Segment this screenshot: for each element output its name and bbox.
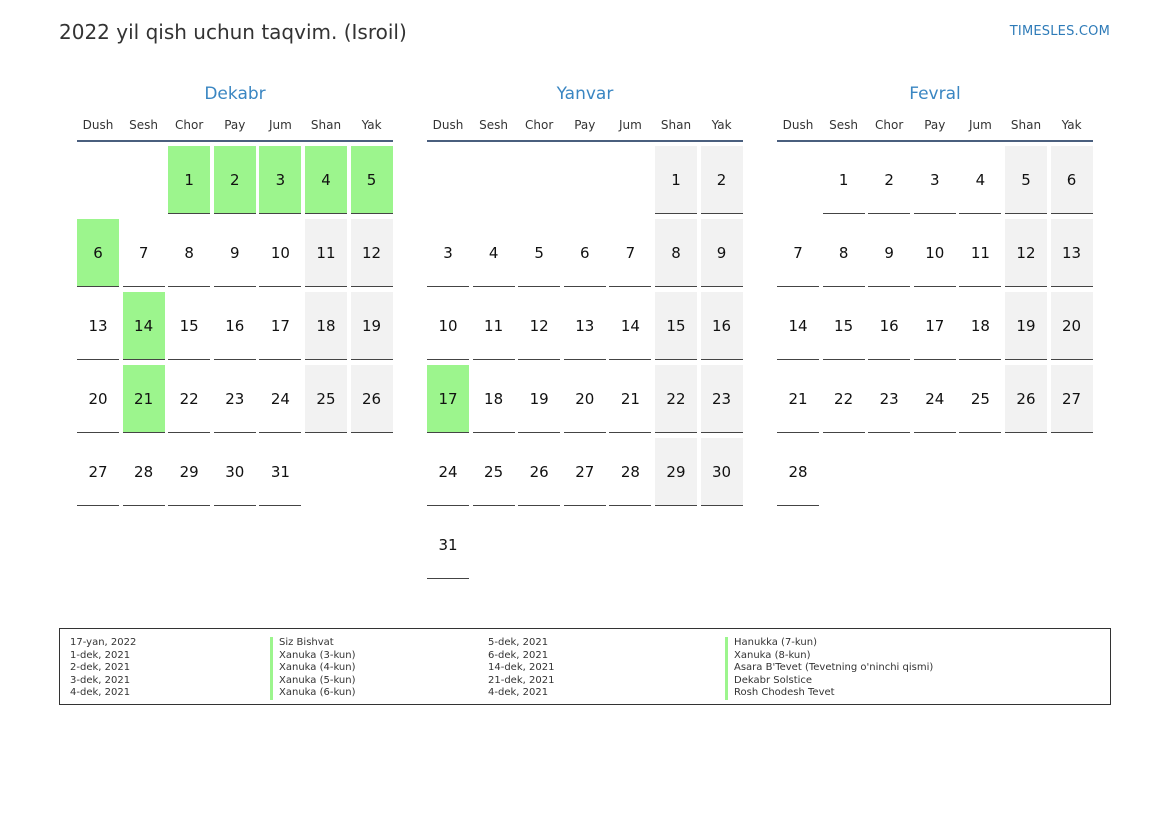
day-cell[interactable]: 14 xyxy=(609,292,651,360)
legend-holiday-name: Xanuka (6-kun) xyxy=(270,687,356,700)
day-cell[interactable]: 28 xyxy=(609,438,651,506)
day-cell[interactable]: 1 xyxy=(168,146,210,214)
day-cell[interactable]: 21 xyxy=(123,365,165,433)
day-cell[interactable]: 27 xyxy=(77,438,119,506)
legend-holiday-name: Hanukka (7-kun) xyxy=(725,637,933,650)
day-cell[interactable]: 9 xyxy=(701,219,743,287)
day-cell[interactable]: 28 xyxy=(123,438,165,506)
day-cell[interactable]: 5 xyxy=(518,219,560,287)
weekday-label: Jum xyxy=(968,118,992,132)
day-cell[interactable]: 20 xyxy=(77,365,119,433)
day-cell[interactable]: 2 xyxy=(868,146,910,214)
day-cell[interactable]: 11 xyxy=(305,219,347,287)
day-cell[interactable]: 14 xyxy=(123,292,165,360)
day-cell[interactable]: 12 xyxy=(351,219,393,287)
day-cell[interactable]: 27 xyxy=(564,438,606,506)
day-cell[interactable]: 13 xyxy=(1051,219,1093,287)
empty-day-cell xyxy=(777,146,819,214)
day-cell[interactable]: 20 xyxy=(564,365,606,433)
day-cell[interactable]: 26 xyxy=(518,438,560,506)
day-cell[interactable]: 15 xyxy=(168,292,210,360)
day-cell[interactable]: 23 xyxy=(868,365,910,433)
day-cell[interactable]: 7 xyxy=(609,219,651,287)
day-cell[interactable]: 30 xyxy=(214,438,256,506)
legend-holiday-name: Xanuka (5-kun) xyxy=(270,675,356,688)
legend-date: 21-dek, 2021 xyxy=(488,674,555,686)
day-cell[interactable]: 24 xyxy=(914,365,956,433)
day-cell[interactable]: 25 xyxy=(959,365,1001,433)
day-cell[interactable]: 15 xyxy=(823,292,865,360)
day-cell[interactable]: 16 xyxy=(868,292,910,360)
day-cell[interactable]: 24 xyxy=(259,365,301,433)
day-cell[interactable]: 27 xyxy=(1051,365,1093,433)
weekday-header xyxy=(777,116,1093,142)
day-cell[interactable]: 25 xyxy=(473,438,515,506)
day-cell[interactable]: 1 xyxy=(655,146,697,214)
day-cell[interactable]: 29 xyxy=(168,438,210,506)
day-cell[interactable]: 26 xyxy=(351,365,393,433)
day-grid xyxy=(427,146,743,579)
day-cell[interactable]: 17 xyxy=(427,365,469,433)
legend-holiday-name: Xanuka (3-kun) xyxy=(270,650,356,663)
weekday-label: Pay xyxy=(574,118,596,132)
empty-day-cell xyxy=(609,146,651,214)
day-cell[interactable]: 8 xyxy=(168,219,210,287)
day-cell[interactable]: 23 xyxy=(214,365,256,433)
day-cell[interactable]: 11 xyxy=(959,219,1001,287)
legend-date: 14-dek, 2021 xyxy=(488,662,555,673)
day-cell[interactable]: 12 xyxy=(518,292,560,360)
day-cell[interactable]: 15 xyxy=(655,292,697,360)
day-cell[interactable]: 22 xyxy=(823,365,865,433)
day-cell[interactable]: 16 xyxy=(214,292,256,360)
day-cell[interactable]: 7 xyxy=(777,219,819,287)
weekday-label: Chor xyxy=(525,118,554,132)
weekday-label: Pay xyxy=(924,118,946,132)
page-title: 2022 yil qish uchun taqvim. (Isroil) xyxy=(59,20,407,44)
weekday-label: Jum xyxy=(618,118,642,132)
month-title: Fevral xyxy=(909,84,961,104)
day-cell[interactable]: 22 xyxy=(168,365,210,433)
day-cell[interactable]: 6 xyxy=(77,219,119,287)
day-cell[interactable]: 21 xyxy=(777,365,819,433)
day-cell[interactable]: 22 xyxy=(655,365,697,433)
day-cell[interactable]: 23 xyxy=(701,365,743,433)
day-cell[interactable]: 18 xyxy=(305,292,347,360)
day-cell[interactable]: 4 xyxy=(959,146,1001,214)
weekday-label: Chor xyxy=(175,118,204,132)
day-cell[interactable]: 3 xyxy=(914,146,956,214)
day-cell[interactable]: 6 xyxy=(564,219,606,287)
weekday-label: Yak xyxy=(1061,118,1082,132)
empty-day-cell xyxy=(564,146,606,214)
weekday-label: Shan xyxy=(1010,118,1042,132)
day-cell[interactable]: 12 xyxy=(1005,219,1047,287)
day-cell[interactable]: 8 xyxy=(655,219,697,287)
weekday-label: Jum xyxy=(268,118,292,132)
day-cell[interactable]: 2 xyxy=(701,146,743,214)
day-cell[interactable]: 24 xyxy=(427,438,469,506)
day-grid xyxy=(777,146,1093,506)
site-link[interactable]: TIMESLES.COM xyxy=(1009,24,1110,39)
legend-holiday-name: Dekabr Solstice xyxy=(725,675,933,688)
legend-date: 2-dek, 2021 xyxy=(70,662,131,673)
weekday-label: Dush xyxy=(432,118,464,132)
day-cell[interactable]: 19 xyxy=(351,292,393,360)
month-calendar-yanvar xyxy=(427,84,743,579)
day-cell[interactable]: 14 xyxy=(777,292,819,360)
day-cell[interactable]: 28 xyxy=(777,438,819,506)
weekday-header xyxy=(77,116,393,142)
day-cell[interactable]: 10 xyxy=(914,219,956,287)
weekday-label: Dush xyxy=(782,118,814,132)
empty-day-cell xyxy=(518,146,560,214)
day-cell[interactable]: 13 xyxy=(77,292,119,360)
day-cell[interactable]: 18 xyxy=(959,292,1001,360)
empty-day-cell xyxy=(473,146,515,214)
day-cell[interactable]: 17 xyxy=(259,292,301,360)
day-cell[interactable]: 26 xyxy=(1005,365,1047,433)
legend-date: 3-dek, 2021 xyxy=(70,674,131,686)
legend-date: 4-dek, 2021 xyxy=(488,687,549,698)
day-cell[interactable]: 3 xyxy=(427,219,469,287)
weekday-label: Dush xyxy=(82,118,114,132)
legend-date: 5-dek, 2021 xyxy=(488,637,549,648)
day-cell[interactable]: 17 xyxy=(914,292,956,360)
empty-day-cell xyxy=(123,146,165,214)
day-cell[interactable]: 20 xyxy=(1051,292,1093,360)
legend-names-right xyxy=(725,637,933,700)
day-cell[interactable]: 9 xyxy=(214,219,256,287)
day-cell[interactable]: 3 xyxy=(259,146,301,214)
day-grid xyxy=(77,146,393,506)
weekday-label: Sesh xyxy=(479,118,509,132)
day-cell[interactable]: 29 xyxy=(655,438,697,506)
day-cell[interactable]: 25 xyxy=(305,365,347,433)
day-cell[interactable]: 11 xyxy=(473,292,515,360)
weekday-label: Shan xyxy=(660,118,692,132)
day-cell[interactable]: 31 xyxy=(259,438,301,506)
day-cell[interactable]: 6 xyxy=(1051,146,1093,214)
day-cell[interactable]: 30 xyxy=(701,438,743,506)
month-title: Dekabr xyxy=(204,84,266,104)
legend-holiday-name: Xanuka (8-kun) xyxy=(725,650,933,663)
day-cell[interactable]: 16 xyxy=(701,292,743,360)
weekday-label: Sesh xyxy=(129,118,159,132)
legend-date: 4-dek, 2021 xyxy=(70,687,131,698)
legend-date: 17-yan, 2022 xyxy=(70,637,137,648)
day-cell[interactable]: 10 xyxy=(427,292,469,360)
day-cell[interactable]: 5 xyxy=(1005,146,1047,214)
legend-dates-right xyxy=(488,637,554,700)
day-cell[interactable]: 21 xyxy=(609,365,651,433)
day-cell[interactable]: 31 xyxy=(427,511,469,579)
legend-date: 1-dek, 2021 xyxy=(70,649,131,661)
empty-day-cell xyxy=(427,146,469,214)
weekday-label: Shan xyxy=(310,118,342,132)
weekday-label: Yak xyxy=(711,118,732,132)
day-cell[interactable]: 19 xyxy=(1005,292,1047,360)
month-title: Yanvar xyxy=(556,84,614,104)
legend-names-left xyxy=(270,637,356,700)
legend-holiday-name: Asara B'Tevet (Tevetning o'ninchi qismi) xyxy=(725,662,933,675)
weekday-label: Yak xyxy=(361,118,382,132)
day-cell[interactable]: 7 xyxy=(123,219,165,287)
day-cell[interactable]: 2 xyxy=(214,146,256,214)
day-cell[interactable]: 10 xyxy=(259,219,301,287)
weekday-header xyxy=(427,116,743,142)
day-cell[interactable]: 4 xyxy=(473,219,515,287)
month-calendar-fevral xyxy=(777,84,1093,506)
legend-holiday-name: Siz Bishvat xyxy=(270,637,356,650)
weekday-label: Chor xyxy=(875,118,904,132)
day-cell[interactable]: 8 xyxy=(823,219,865,287)
weekday-label: Pay xyxy=(224,118,246,132)
day-cell[interactable]: 1 xyxy=(823,146,865,214)
holiday-legend xyxy=(59,628,1111,705)
legend-holiday-name: Xanuka (4-kun) xyxy=(270,662,356,675)
legend-dates-left xyxy=(70,637,136,700)
day-cell[interactable]: 5 xyxy=(351,146,393,214)
legend-date: 6-dek, 2021 xyxy=(488,649,549,661)
weekday-label: Sesh xyxy=(829,118,859,132)
empty-day-cell xyxy=(77,146,119,214)
day-cell[interactable]: 9 xyxy=(868,219,910,287)
month-calendar-dekabr xyxy=(77,84,393,506)
day-cell[interactable]: 4 xyxy=(305,146,347,214)
legend-holiday-name: Rosh Chodesh Tevet xyxy=(725,687,933,700)
day-cell[interactable]: 18 xyxy=(473,365,515,433)
day-cell[interactable]: 19 xyxy=(518,365,560,433)
day-cell[interactable]: 13 xyxy=(564,292,606,360)
